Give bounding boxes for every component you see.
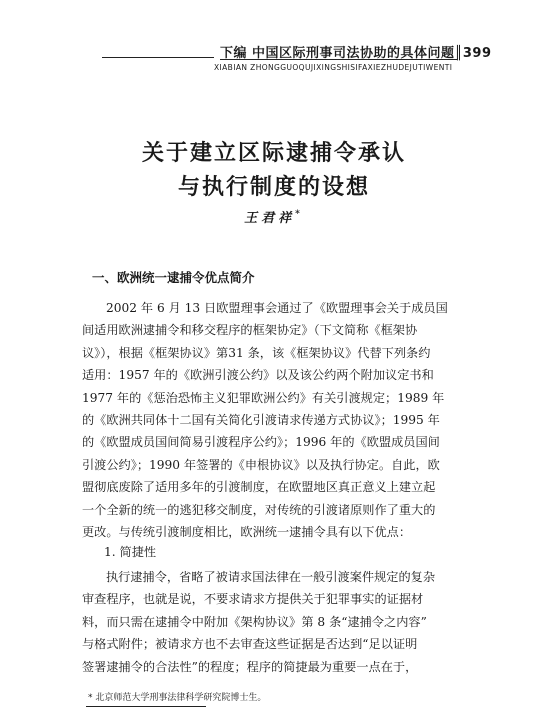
text-line: 与格式附件；被请求方也不去审查这些证据是否达到“足以证明 [82, 637, 418, 652]
header-left-rule [102, 57, 214, 58]
article-title-line-1: 关于建立区际逮捕令承认 [141, 140, 406, 166]
author-name: 王君祥 [244, 211, 296, 226]
text-line: 间适用欧洲逮捕令和移交程序的框架协定》（下文简称《框架协 [82, 323, 418, 338]
text-line: 的《欧洲共同体十二国有关简化引渡请求传递方式协议》；1995 年 [82, 412, 440, 427]
footnote-rule [86, 706, 206, 707]
text-line: 的《欧盟成员国间简易引渡程序公约》；1996 年的《欧盟成员国间 [82, 435, 440, 450]
text-line: 料，而只需在逮捕令中附加《架构协议》第 8 条“逮捕令之内容” [82, 614, 427, 629]
text-line: 盟彻底废除了适用多年的引渡制度，在欧盟地区真正意义上建立起 [82, 480, 436, 495]
section-heading: 一、欧洲统一逮捕令优点简介 [92, 270, 255, 285]
header-rule [220, 59, 458, 60]
text-line: 更改。与传统引渡制度相比，欧洲统一逮捕令具有以下优点： [82, 524, 412, 539]
text-line: 1977 年的《惩治恐怖主义犯罪欧洲公约》有关引渡规定；1989 年 [82, 390, 445, 405]
article-title-line-2: 与执行制度的设想 [177, 174, 370, 200]
body-paragraph-1 [82, 297, 466, 543]
text-line: 一个全新的统一的逃犯移交制度，对传统的引渡诸原则作了重大的 [82, 502, 436, 517]
footnote: * 北京师范大学刑事法律科学研究院博士生。 [88, 693, 267, 703]
body-paragraph-2 [82, 566, 466, 678]
text-line: 执行逮捕令，省略了被请求国法律在一般引渡案件规定的复杂 [106, 570, 436, 584]
text-line: 审查程序，也就是说，不要求请求方提供关于犯罪事实的证据材 [82, 592, 424, 607]
article-author [0, 207, 548, 226]
text-line: 2002 年 6 月 13 日欧盟理事会通过了《欧盟理事会关于成员国 [106, 301, 448, 315]
author-footnote-mark: * [295, 209, 304, 220]
text-line: 适用：1957 年的《欧洲引渡公约》以及该公约两个附加议定书和 [82, 368, 434, 383]
text-line: 议》），根据《框架协议》第31 条，该《框架协议》代替下列条约 [82, 345, 431, 360]
running-header-pinyin: XIABIAN ZHONGGUOQUJIXINGSHISIFAXIEZHUDEJUTIWENTI [214, 63, 453, 72]
running-header-title: 下编 中国区际刑事司法协助的具体问题║399 [220, 46, 492, 61]
sub-heading: 1. 简捷性 [104, 545, 157, 559]
text-line: 签署逮捕令的合法性”的程度；程序的简捷最为重要一点在于， [82, 659, 418, 674]
text-line: 引渡公约》；1990 年签署的《申根协议》以及执行协定。自此，欧 [82, 457, 440, 472]
